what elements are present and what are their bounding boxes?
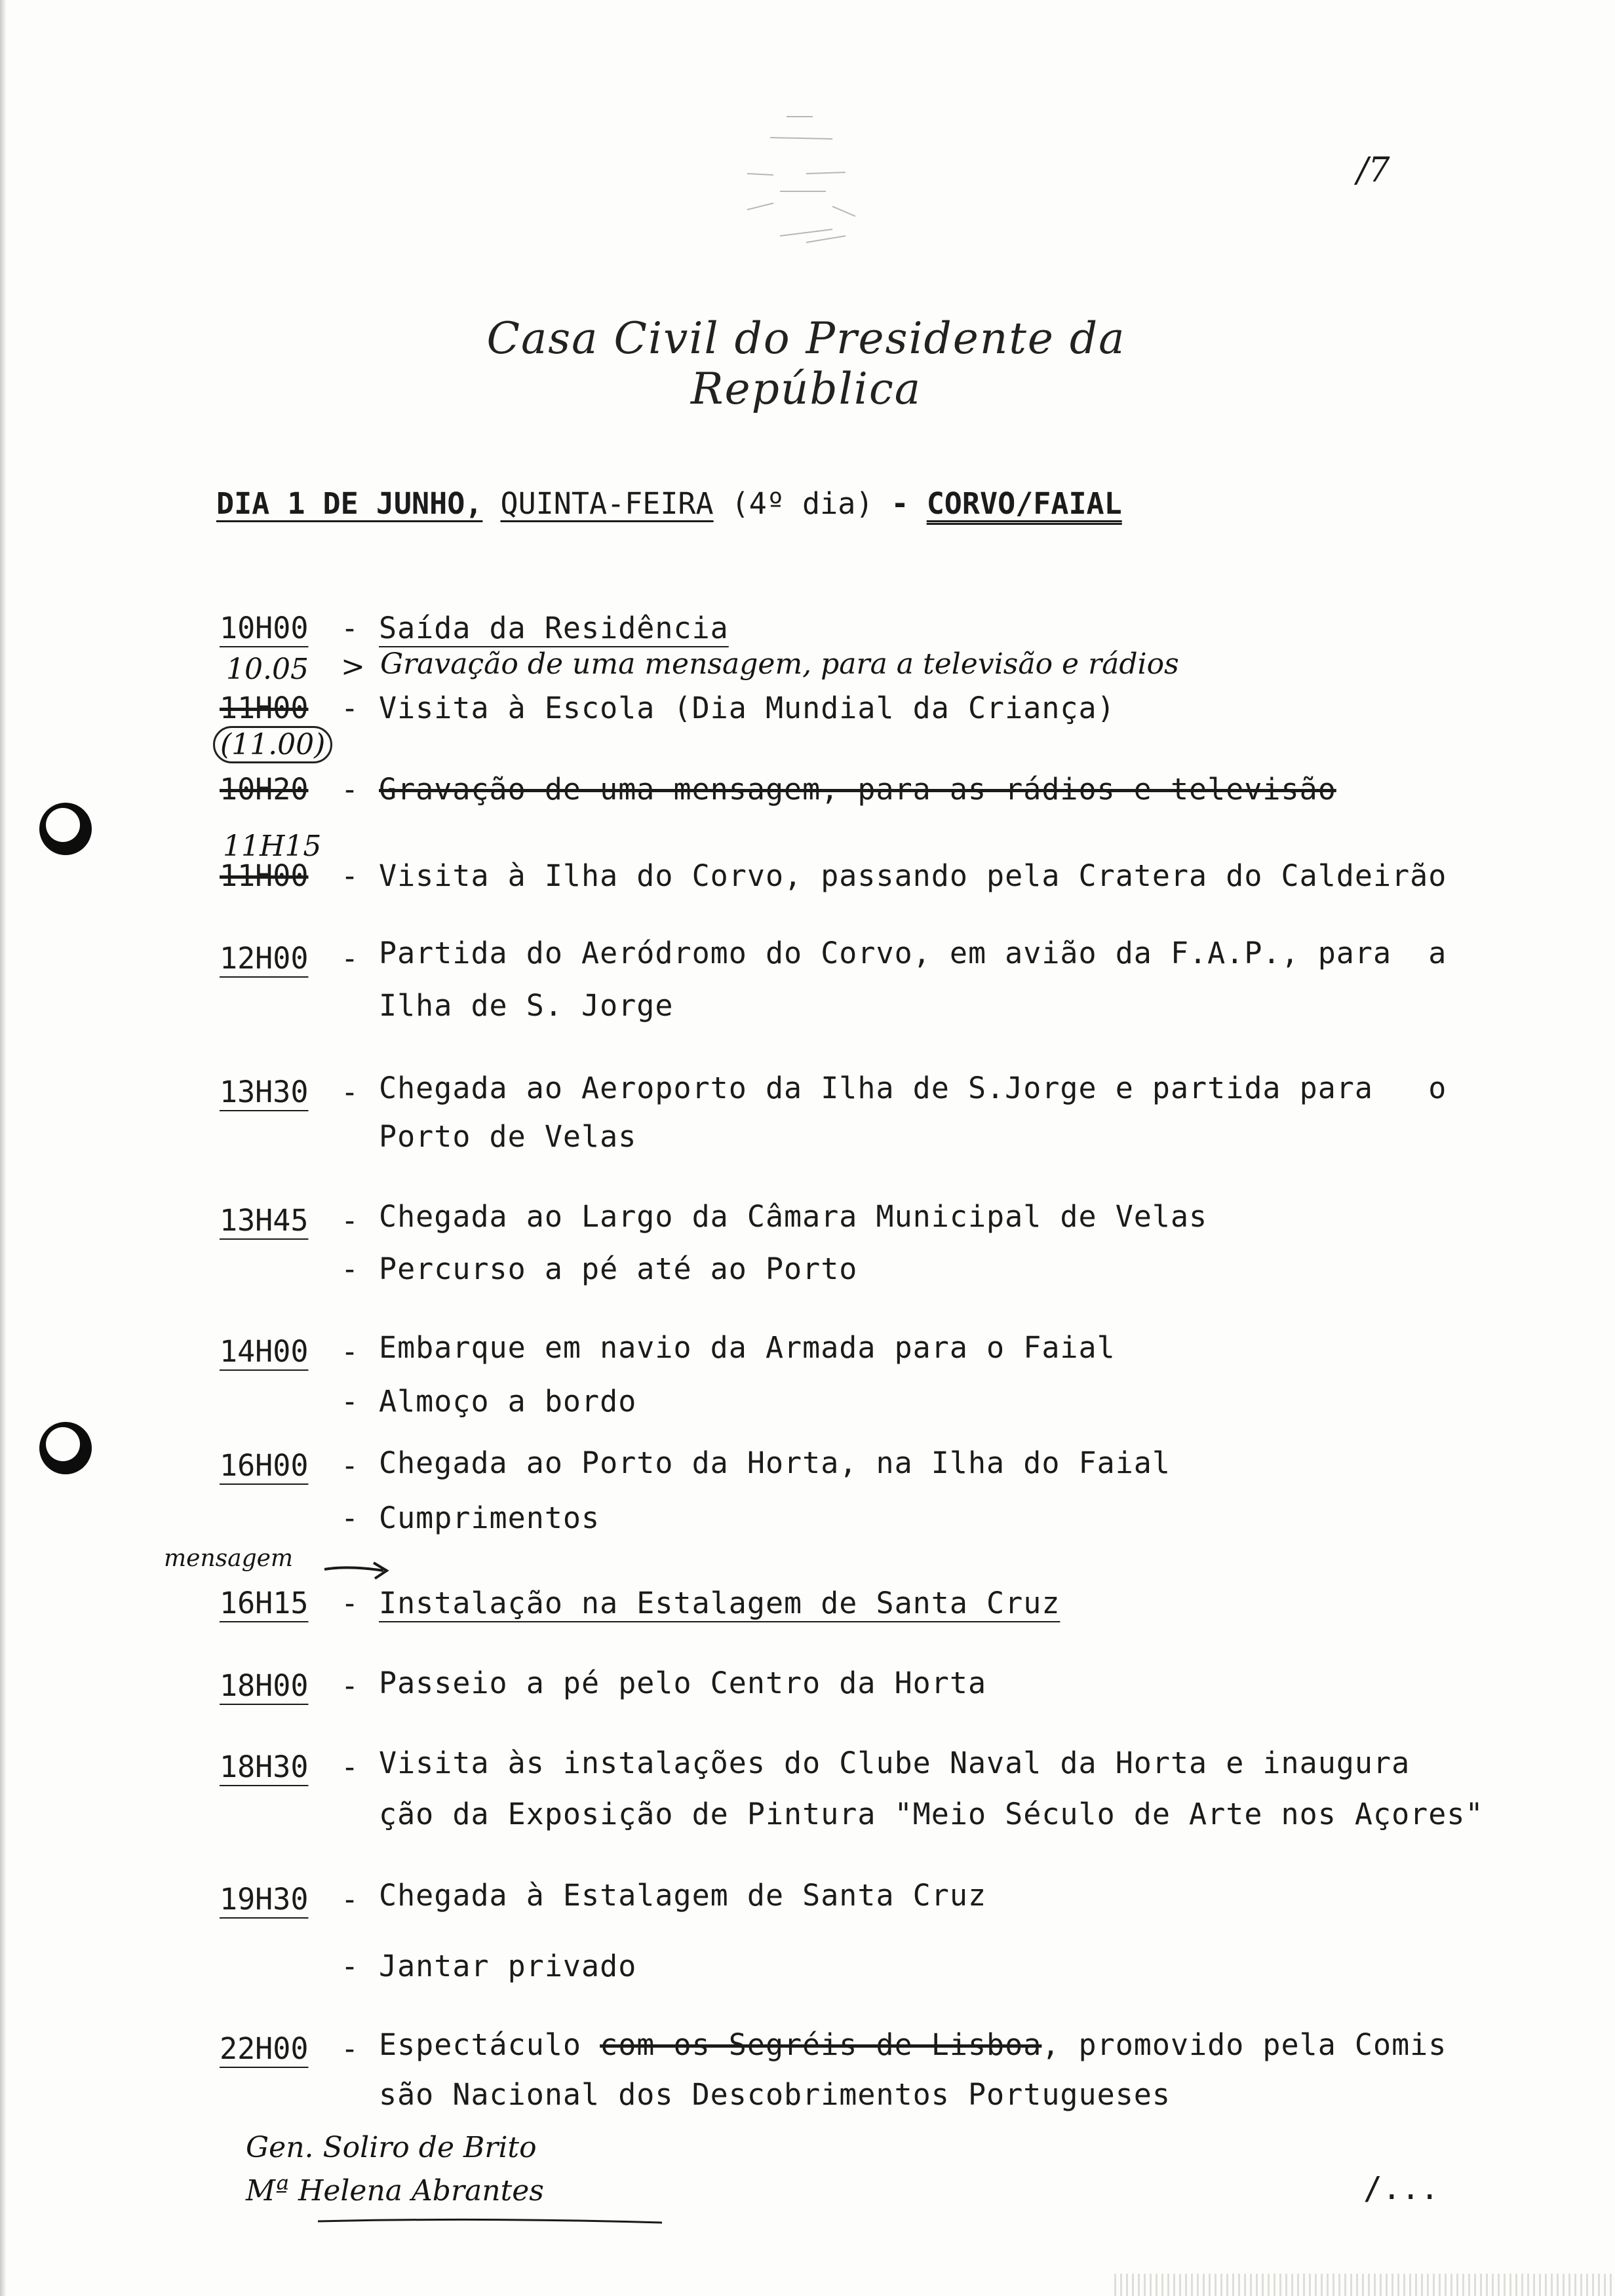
title-places: CORVO/FAIAL: [926, 486, 1122, 521]
time-label: 22H00: [220, 2031, 309, 2066]
entry-text: Ilha de S. Jorge: [379, 988, 674, 1023]
entry-text: Chegada ao Largo da Câmara Municipal de Velas: [379, 1199, 1208, 1234]
entry-text: Porto de Velas: [379, 1119, 637, 1154]
time-label: 18H00: [220, 1668, 309, 1703]
entry-dash: -: [341, 1501, 359, 1535]
page-title: [216, 486, 1122, 521]
entry-text: Almoço a bordo: [379, 1384, 637, 1419]
handwritten-underline: [315, 2215, 669, 2228]
scan-edge-shadow: [0, 0, 7, 2296]
entry-text: ção da Exposição de Pintura "Meio Século de Arte nos Açores": [379, 1797, 1484, 1831]
handwritten-arrow: >: [341, 650, 365, 683]
entry-dash: -: [341, 772, 359, 807]
entry-dash: -: [341, 1448, 359, 1483]
entry-dash: -: [341, 1750, 359, 1784]
entry-text: Visita às instalações do Clube Naval da Horta e inaugura: [379, 1746, 1411, 1780]
letterhead: Casa Civil do Presidente da República: [486, 313, 1126, 414]
time-label: 10H00: [220, 611, 309, 645]
entry-text: Visita à Escola (Dia Mundial da Criança): [379, 691, 1116, 725]
entry-dash: -: [341, 1949, 359, 1983]
handwritten-arrow-icon: [321, 1556, 393, 1582]
handwritten-footnote: Gen. Soliro de Brito: [246, 2131, 537, 2164]
handwritten-new-time: (11.00): [213, 726, 332, 763]
entry-text: são Nacional dos Descobrimentos Portugueses: [379, 2077, 1171, 2112]
entry-text: [379, 2027, 1447, 2062]
entry-dash: -: [341, 858, 359, 893]
title-weekday: QUINTA-FEIRA: [500, 486, 714, 521]
time-label: 18H30: [220, 1750, 309, 1784]
entry-text: Saída da Residência: [379, 611, 729, 645]
title-day-count: (4º dia): [731, 486, 874, 521]
entry-dash: -: [341, 1075, 359, 1109]
handwritten-time: 10.05: [226, 653, 309, 686]
page-number: /7: [1357, 151, 1390, 190]
entry-dash: -: [341, 1203, 359, 1238]
title-separator: -: [891, 486, 909, 521]
entry-text-part: Espectáculo: [379, 2027, 582, 2062]
handwritten-note: Gravação de uma mensagem, para a televisão e rádios: [380, 647, 1179, 681]
entry-dash: -: [341, 1882, 359, 1917]
entry-dash: -: [341, 2031, 359, 2066]
entry-dash: -: [341, 691, 359, 725]
handwritten-new-time: 11H15: [223, 830, 322, 863]
entry-text: Visita à Ilha do Corvo, passando pela Cratera do Caldeirão: [379, 858, 1447, 893]
time-label: 13H30: [220, 1075, 309, 1109]
time-label: 13H45: [220, 1203, 309, 1238]
time-label: 16H15: [220, 1586, 309, 1620]
scan-bottom-noise: [1114, 2274, 1615, 2296]
entry-dash: -: [341, 1586, 359, 1620]
entry-text: Chegada à Estalagem de Santa Cruz: [379, 1878, 987, 1913]
entry-text: Chegada ao Aeroporto da Ilha de S.Jorge e partida para o: [379, 1071, 1447, 1105]
entry-dash: -: [341, 611, 359, 645]
continuation-mark: /...: [1363, 2170, 1439, 2207]
entry-text: Passeio a pé pelo Centro da Horta: [379, 1666, 987, 1700]
entry-text: Jantar privado: [379, 1949, 637, 1983]
entry-dash: -: [341, 1668, 359, 1703]
entry-text-part: , promovido pela Comis: [1041, 2027, 1447, 2062]
struck-time-label: 11H00: [220, 691, 309, 725]
handwritten-margin-note: mensagem: [164, 1545, 294, 1572]
faint-stamp-mark: [734, 111, 878, 262]
struck-entry-text: Gravação de uma mensagem, para as rádios e televisão: [379, 772, 1336, 807]
struck-entry-text: com os Segréis de Lisboa: [600, 2027, 1042, 2062]
punch-hole-bottom: [39, 1422, 92, 1474]
entry-text: Partida do Aeródromo do Corvo, em avião da F.A.P., para a: [379, 936, 1447, 970]
title-date: DIA 1 DE JUNHO,: [216, 486, 483, 521]
entry-text: Percurso a pé até ao Porto: [379, 1252, 858, 1286]
entry-text: Embarque em navio da Armada para o Faial: [379, 1330, 1116, 1365]
entry-text: Chegada ao Porto da Horta, na Ilha do Faial: [379, 1445, 1171, 1480]
entry-text: Cumprimentos: [379, 1501, 600, 1535]
struck-time-label: 11H00: [220, 858, 309, 893]
time-label: 19H30: [220, 1882, 309, 1917]
struck-time-label: 10H20: [220, 772, 309, 807]
entry-dash: -: [341, 1334, 359, 1369]
entry-dash: -: [341, 1252, 359, 1286]
entry-dash: -: [341, 1384, 359, 1419]
punch-hole-top: [39, 803, 92, 855]
time-label: 14H00: [220, 1334, 309, 1369]
time-label: 12H00: [220, 941, 309, 976]
handwritten-footnote: Mª Helena Abrantes: [246, 2174, 544, 2208]
time-label: 16H00: [220, 1448, 309, 1483]
entry-dash: -: [341, 941, 359, 976]
entry-text: Instalação na Estalagem de Santa Cruz: [379, 1586, 1060, 1620]
